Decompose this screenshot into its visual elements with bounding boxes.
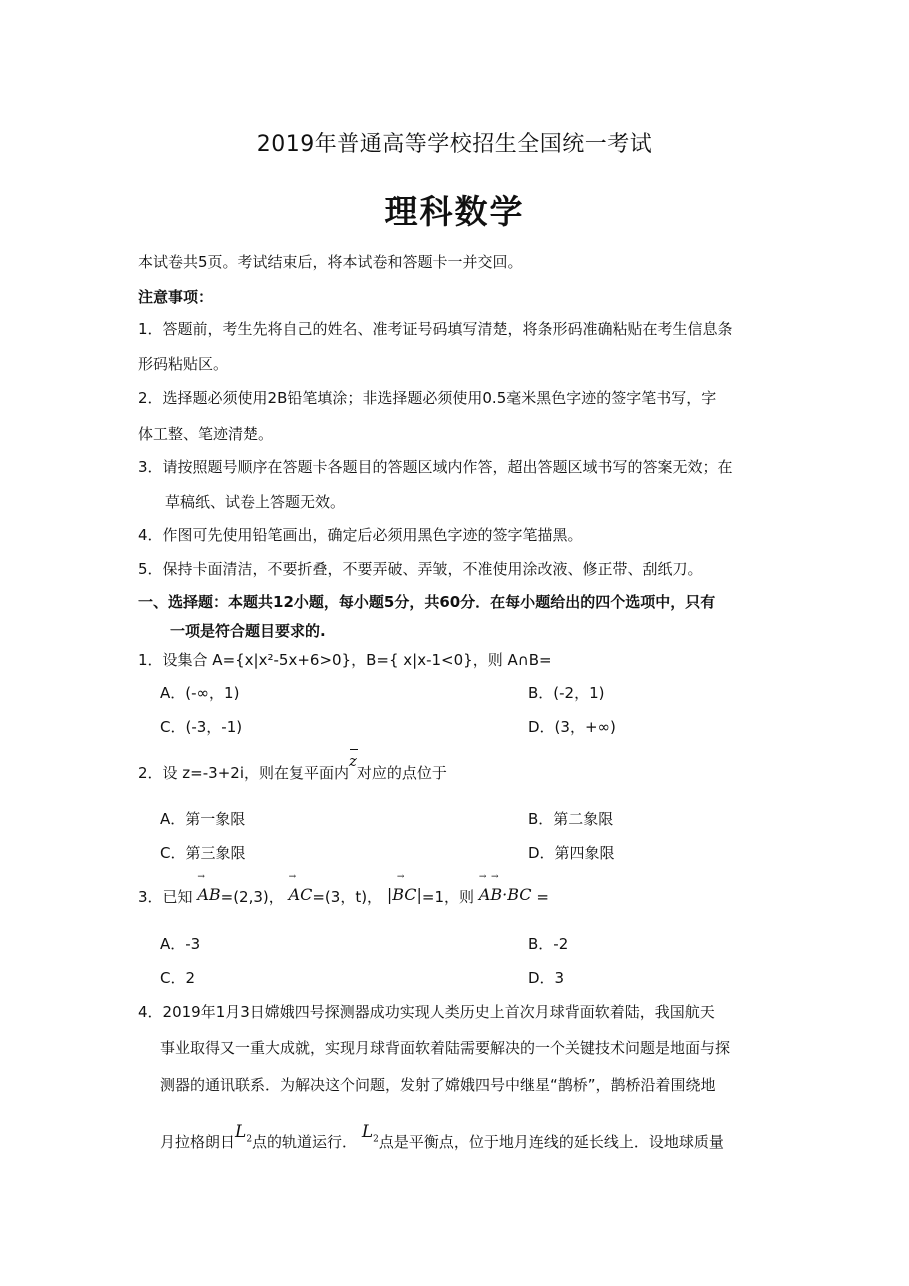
q4-line-4b: 点的轨道运行． [252, 1133, 358, 1151]
notice-item-3b: 草稿纸、试卷上答题无效。 [165, 493, 346, 511]
q4-line-4 [160, 1122, 724, 1154]
q1-option-d: D．(3，+∞) [528, 718, 616, 736]
q3-option-a: A．-3 [160, 935, 201, 953]
vector-dot-label: AB·BC [478, 885, 532, 904]
notice-item-2b: 体工整、笔迹清楚。 [138, 425, 274, 443]
section-heading-a: 一、选择题：本题共12小题，每小题5分，共60分．在每小题给出的四个选项中，只有 [138, 593, 716, 611]
subject-title: 理科数学 [384, 192, 525, 231]
q4-line-1: 4．2019年1月3日嫦娥四号探测器成功实现人类历史上首次月球背面软着陆，我国航天 [138, 1003, 715, 1021]
q2-stem [138, 752, 447, 783]
vector-bc-label: |BC| [386, 885, 422, 904]
q3-part-1: 3．已知 [138, 888, 193, 906]
q3-part-4: =1，则 [421, 888, 475, 906]
q2-option-c: C．第三象限 [160, 844, 246, 862]
vector-ab: → AB [197, 872, 221, 904]
q4-line-4a: 月拉格朗日 [160, 1133, 236, 1151]
notice-item-5: 5．保持卡面清洁，不要折叠，不要弄破、弄皱，不准使用涂改液、修正带、刮纸刀。 [138, 560, 703, 578]
lagrange-point-l2 [235, 1122, 253, 1145]
q3-option-d: D．3 [528, 969, 565, 987]
q3-part-2: =(2,3)， [220, 888, 284, 906]
l2-subscript-second: 2 [373, 1134, 379, 1145]
intro-text: 本试卷共5页。考试结束后，将本试卷和答题卡一并交回。 [138, 253, 523, 271]
vector-ab-label: AB [197, 885, 221, 904]
notice-heading: 注意事项： [138, 288, 214, 306]
q2-option-b: B．第二象限 [528, 810, 614, 828]
q1-option-b: B．(-2，1) [528, 684, 605, 702]
q1-option-a: A．(-∞，1) [160, 684, 240, 702]
section-heading-b: 一项是符合题目要求的. [170, 622, 326, 640]
notice-item-1a: 1．答题前，考生先将自己的姓名、准考证号码填写清楚，将条形码准确粘贴在考生信息条 [138, 320, 733, 338]
q2-stem-a: 2．设 z=-3+2i，则在复平面内 [138, 764, 349, 782]
q4-line-4c: 点是平衡点，位于地月连线的延长线上．设地球质量 [378, 1133, 724, 1151]
q3-stem [138, 872, 549, 907]
q4-line-2: 事业取得又一重大成就，实现月球背面软着陆需要解决的一个关键技术问题是地面与探 [160, 1039, 731, 1057]
q3-part-5: = [536, 888, 549, 906]
l2-letter-second: L [361, 1122, 374, 1142]
vector-ac: → AC [288, 872, 313, 904]
vector-bc-magnitude: → |BC| [386, 872, 422, 904]
z-conjugate: z [349, 752, 357, 770]
q4-line-3: 测器的通讯联系．为解决这个问题，发射了嫦娥四号中继星“鹊桥”，鹊桥沿着围绕地 [160, 1076, 716, 1094]
q1-stem: 1．设集合 A={x|x²-5x+6>0}，B={ x|x-1<0}，则 A∩B= [138, 651, 552, 669]
q3-option-b: B．-2 [528, 935, 569, 953]
q3-part-3: =(3，t)， [312, 888, 383, 906]
l2-letter: L [235, 1122, 247, 1142]
exam-title: 2019年普通高等学校招生全国统一考试 [256, 132, 653, 157]
notice-item-4: 4．作图可先使用铅笔画出，确定后必须用黑色字迹的签字笔描黑。 [138, 526, 583, 544]
notice-item-3a: 3．请按照题号顺序在答题卡各题目的答题区域内作答，超出答题区域书写的答案无效；在 [138, 458, 733, 476]
q2-option-a: A．第一象限 [160, 810, 246, 828]
notice-item-1b: 形码粘贴区。 [138, 355, 229, 373]
q2-option-d: D．第四象限 [528, 844, 615, 862]
q1-option-c: C．(-3，-1) [160, 718, 243, 736]
vector-ac-label: AC [288, 885, 313, 904]
lagrange-point-l2-second [361, 1122, 379, 1145]
vector-dot-product: → → AB·BC [478, 872, 532, 904]
q3-option-c: C．2 [160, 969, 196, 987]
q2-stem-b: 对应的点位于 [356, 764, 447, 782]
notice-item-2a: 2．选择题必须使用2B铅笔填涂；非选择题必须使用0.5毫米黑色字迹的签字笔书写，字 [138, 389, 717, 407]
l2-subscript: 2 [246, 1134, 253, 1145]
